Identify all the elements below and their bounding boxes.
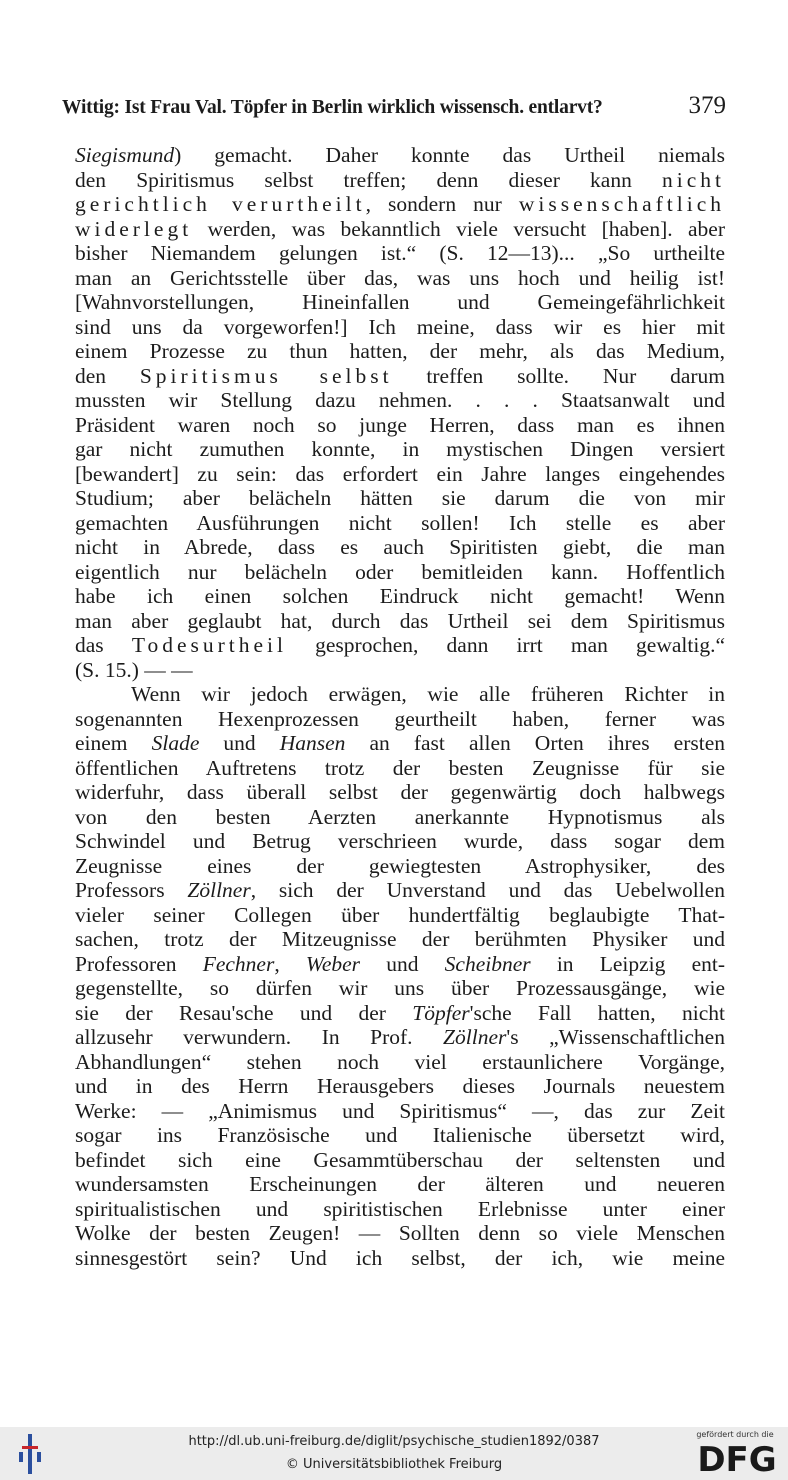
dfg-logo-text: DFG <box>697 1441 777 1475</box>
text-line: Wolke der besten Zeugen! — Sollten denn so viele Menschen <box>75 1221 725 1245</box>
text-line: vieler seiner Collegen über hundertfältig beglaubigte That- <box>75 902 725 927</box>
italic-name: Weber <box>305 951 361 976</box>
text-run: und <box>199 731 280 755</box>
text-run: einem <box>75 731 152 755</box>
text-line <box>75 633 725 658</box>
text-run: in Leipzig ent- <box>530 951 725 976</box>
text-run: und <box>360 951 445 976</box>
text-line: Wenn wir jedoch erwägen, wie alle früheren Richter in <box>131 682 725 706</box>
italic-name: Slade <box>151 731 200 755</box>
text-line <box>75 1025 725 1050</box>
text-run: allzusehr verwundern. In Prof. <box>75 1025 444 1049</box>
text-line: Präsident waren noch so junge Herren, dass man es ihnen <box>75 412 725 437</box>
text-run: gesprochen, dann irrt man gewaltig.“ <box>286 633 725 657</box>
italic-name: Fechner <box>202 951 275 976</box>
spaced-emphasis: Spiritismus selbst <box>139 363 393 388</box>
text-line: gar nicht zumuthen konnte, in mystischen Dingen versiert <box>75 437 725 461</box>
text-line: widerfuhr, dass überall selbst der gegenwärtig doch halbwegs <box>75 780 725 804</box>
text-line: sogar ins Französische und Italienische übersetzt wird, <box>75 1123 725 1147</box>
italic-name: Siegismund <box>75 143 175 167</box>
text-line: sogenannten Hexenprozessen geurtheilt haben, ferner was <box>75 706 725 731</box>
italic-name: Hansen <box>279 731 346 755</box>
spaced-emphasis: gerichtlich verurtheilt <box>75 192 366 216</box>
text-run: den Spiritismus selbst treffen; denn dieser kann <box>75 167 662 192</box>
text-line: sachen, trotz der Mitzeugnisse der berühmten Physiker und <box>75 927 725 951</box>
text-run: 's „Wissenschaftlichen <box>506 1025 725 1049</box>
spaced-emphasis: widerlegt <box>75 216 193 241</box>
text-line <box>75 168 725 193</box>
copyright-text: © Universitätsbibliothek Freiburg <box>285 1457 503 1472</box>
text-run: treffen sollte. Nur darum <box>392 363 725 388</box>
text-line: man an Gerichtsstelle über das, was uns hoch und heilig ist! <box>75 265 725 290</box>
text-line <box>75 143 725 168</box>
text-line <box>75 1001 725 1026</box>
text-line: Werke: — „Animismus und Spiritismus“ —, das zur Zeit <box>75 1098 725 1123</box>
text-line: spiritualistischen und spiritistischen Erlebnisse unter einer <box>75 1196 725 1221</box>
text-run: an fast allen Orten ihres ersten <box>345 731 725 755</box>
text-line <box>75 878 725 903</box>
text-line: Abhandlungen“ stehen noch viel erstaunlichere Vorgänge, <box>75 1049 725 1074</box>
text-run: 'sche Fall hatten, nicht <box>469 1000 725 1025</box>
text-run: , sondern nur <box>365 192 519 216</box>
italic-name: Zöllner <box>443 1025 507 1049</box>
text-run: werden, was bekanntlich viele versucht [haben]. aber <box>192 216 725 241</box>
text-line: gemachten Ausführungen nicht sollen! Ich stelle es aber <box>75 510 725 535</box>
italic-name: Scheibner <box>444 951 531 976</box>
text-line <box>75 217 725 242</box>
text-line: öffentlichen Auftretens trotz der besten Zeugnisse für sie <box>75 755 725 780</box>
text-run: , <box>274 951 306 976</box>
page-header <box>62 92 726 126</box>
text-line: Schwindel und Betrug verschrieen wurde, dass sogar dem <box>75 829 725 853</box>
text-line: mussten wir Stellung dazu nehmen. . . . Staatsanwalt und <box>75 388 725 412</box>
text-line: sind uns da vorgeworfen!] Ich meine, dass wir es hier mit <box>75 314 725 339</box>
text-run: , sich der Unverstand und das Uebelwollen <box>250 878 725 902</box>
text-run: sie der Resau'sche und der <box>75 1000 413 1025</box>
text-run: den <box>75 363 140 388</box>
italic-name: Töpfer <box>412 1000 470 1025</box>
text-line: (S. 15.) — — <box>75 657 193 682</box>
text-line: habe ich einen solchen Eindruck nicht gemacht! Wenn <box>75 584 725 608</box>
text-line: nicht in Abrede, dass es auch Spiritisten giebt, die man <box>75 535 725 559</box>
text-line: sinnesgestört sein? Und ich selbst, der ich, wie meine <box>75 1245 725 1270</box>
source-url-link[interactable]: http://dl.ub.uni-freiburg.de/diglit/psychische_studien1892/0387 <box>188 1434 600 1449</box>
text-run: Professoren <box>75 951 203 976</box>
dfg-logo-icon <box>694 1441 780 1475</box>
text-run: ) gemacht. Daher konnte das Urtheil niemals <box>174 143 725 167</box>
text-line: eigentlich nur belächeln oder bemitleiden kann. Hoffentlich <box>75 559 725 584</box>
text-line: befindet sich eine Gesammtüberschau der seltensten und <box>75 1147 725 1172</box>
text-line <box>75 364 725 389</box>
text-line: gegenstellte, so dürfen wir uns über Prozessausgänge, wie <box>75 976 725 1000</box>
text-line: und in des Herrn Herausgebers dieses Journals neuestem <box>75 1074 725 1098</box>
spaced-emphasis: nicht <box>662 167 725 192</box>
text-line: wundersamsten Erscheinungen der älteren und neueren <box>75 1172 725 1196</box>
body-text <box>75 143 725 1270</box>
page-number: 379 <box>688 92 726 119</box>
text-line: [Wahnvorstellungen, Hineinfallen und Gemeingefährlichkeit <box>75 290 725 314</box>
running-title: Wittig: Ist Frau Val. Töpfer in Berlin wirklich wissensch. entlarvt? <box>62 97 603 118</box>
text-line: man aber geglaubt hat, durch das Urtheil sei dem Spiritismus <box>75 608 725 633</box>
text-run: das <box>75 633 132 657</box>
text-line: bisher Niemandem gelungen ist.“ (S. 12—13)... „So urtheilte <box>75 241 725 265</box>
text-line <box>75 731 725 756</box>
text-line: einem Prozesse zu thun hatten, der mehr, als das Medium, <box>75 339 725 363</box>
text-line: Studium; aber belächeln hätten sie darum die von mir <box>75 486 725 510</box>
italic-name: Zöllner <box>187 878 251 902</box>
text-line <box>75 192 725 217</box>
text-line <box>75 952 725 977</box>
text-line: Zeugnisse eines der gewiegtesten Astrophysiker, des <box>75 853 725 878</box>
spaced-emphasis: Todesurtheil <box>131 633 287 657</box>
spaced-emphasis: wissenschaftlich <box>518 192 725 216</box>
text-run: Professors <box>75 878 188 902</box>
funder-caption: gefördert durch die <box>696 1430 774 1439</box>
text-line: [bewandert] zu sein: das erfordert ein Jahre langes eingehendes <box>75 461 725 486</box>
text-line: von den besten Aerzten anerkannte Hypnotismus als <box>75 804 725 829</box>
